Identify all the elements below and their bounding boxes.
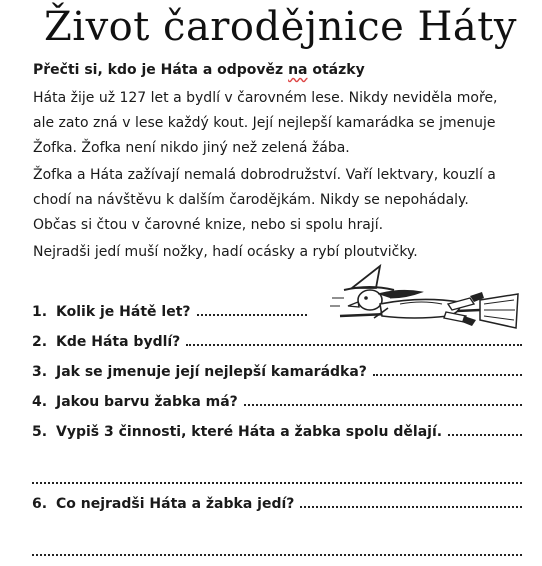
question-number: 5. — [32, 424, 48, 440]
question-2 — [32, 332, 522, 362]
answer-blank-3[interactable] — [373, 362, 522, 376]
answer-blank-6[interactable] — [300, 494, 522, 508]
instruction-text-end: otázky — [312, 62, 365, 78]
question-text: Co nejradši Háta a žabka jedí? — [56, 496, 295, 512]
questions-list — [32, 302, 522, 566]
question-number: 1. — [32, 304, 48, 320]
question-number: 2. — [32, 334, 48, 350]
answer-blank-5-continued[interactable] — [32, 452, 522, 484]
story-text — [33, 86, 523, 267]
question-text: Jak se jmenuje její nejlepší kamarádka? — [56, 364, 367, 380]
story-line: Občas si čtou v čarovné knize, nebo si spolu hrají. — [33, 217, 384, 233]
answer-blank-2[interactable] — [186, 332, 522, 346]
answer-blank-1[interactable] — [197, 302, 307, 316]
story-line: Nejradši jedí muší nožky, hadí ocásky a rybí ploutvičky. — [33, 244, 418, 260]
question-5 — [32, 422, 522, 452]
question-number: 3. — [32, 364, 48, 380]
question-text: Kde Háta bydlí? — [56, 334, 181, 350]
question-6 — [32, 494, 522, 524]
question-number: 6. — [32, 496, 48, 512]
story-paragraph-1 — [33, 86, 523, 161]
answer-blank-4[interactable] — [244, 392, 522, 406]
story-paragraph-2 — [33, 163, 523, 238]
question-4 — [32, 392, 522, 422]
question-3 — [32, 362, 522, 392]
answer-blank-5[interactable] — [448, 422, 522, 436]
story-line: Žofka. Žofka není nikdo jiný než zelená žába. — [33, 140, 350, 156]
instruction — [33, 62, 365, 78]
question-number: 4. — [32, 394, 48, 410]
answer-blank-6-continued[interactable] — [32, 524, 522, 556]
story-line: Háta žije už 127 let a bydlí v čarovném lese. Nikdy neviděla moře, — [33, 90, 498, 106]
question-text: Vypiš 3 činnosti, které Háta a žabka spolu dělají. — [56, 424, 443, 440]
question-text: Kolik je Hátě let? — [56, 304, 191, 320]
instruction-text-underlined: na — [288, 62, 308, 78]
question-1 — [32, 302, 522, 332]
story-line: chodí na návštěvu k dalším čarodějkám. Nikdy se nepohádaly. — [33, 192, 469, 208]
story-line: ale zato zná v lese každý kout. Její nejlepší kamarádka se jmenuje — [33, 115, 496, 131]
story-line: Žofka a Háta zažívají nemalá dobrodružství. Vaří lektvary, kouzlí a — [33, 167, 496, 183]
instruction-text: Přečti si, kdo je Háta a odpověz — [33, 62, 284, 78]
question-text: Jakou barvu žabka má? — [56, 394, 238, 410]
worksheet-title: Život čarodějnice Háty — [44, 4, 517, 50]
